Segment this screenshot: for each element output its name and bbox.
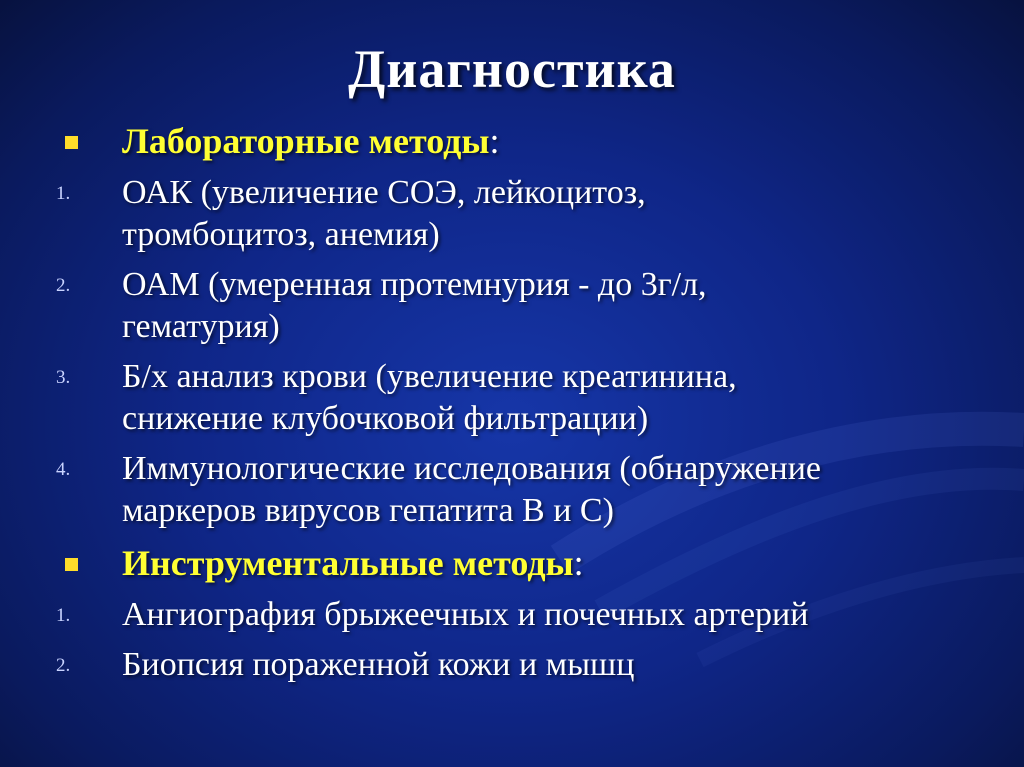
list-number: 4. xyxy=(56,459,71,480)
list-item-line: тромбоцитоз, анемия) xyxy=(122,216,440,253)
list-item xyxy=(56,594,986,636)
section-instrumental xyxy=(56,540,986,586)
square-bullet-icon xyxy=(65,558,78,571)
list-item-line: ОАК (увеличение СОЭ, лейкоцитоз, xyxy=(122,174,646,211)
list-item-line: снижение клубочковой фильтрации) xyxy=(122,400,649,437)
section-laboratory xyxy=(56,118,986,164)
list-number: 3. xyxy=(56,367,71,388)
section-heading: Лабораторные методы xyxy=(122,121,490,161)
list-item xyxy=(56,356,986,440)
list-item-line: Ангиография брыжеечных и почечных артерий xyxy=(122,596,809,633)
list-number: 1. xyxy=(56,183,71,204)
list-item-line: маркеров вирусов гепатита В и С) xyxy=(122,492,614,529)
list-item-line: гематурия) xyxy=(122,308,280,345)
list-item-line: Б/х анализ крови (увеличение креатинина, xyxy=(122,358,737,395)
list-item xyxy=(56,264,986,348)
list-item-line: ОАМ (умеренная протемнурия - до 3г/л, xyxy=(122,266,707,303)
slide-title: Диагностика xyxy=(348,39,676,99)
list-item-line: Иммунологические исследования (обнаружение xyxy=(122,450,822,487)
section-colon: : xyxy=(573,543,584,583)
section-colon: : xyxy=(489,121,500,161)
list-number: 2. xyxy=(56,655,71,676)
list-item xyxy=(56,448,986,532)
list-item-line: Биопсия пораженной кожи и мышц xyxy=(122,646,635,683)
list-item xyxy=(56,644,986,686)
list-number: 1. xyxy=(56,605,71,626)
list-item xyxy=(56,172,986,256)
square-bullet-icon xyxy=(65,136,78,149)
slide-content xyxy=(56,118,986,694)
section-heading: Инструментальные методы xyxy=(122,543,574,583)
list-number: 2. xyxy=(56,275,71,296)
